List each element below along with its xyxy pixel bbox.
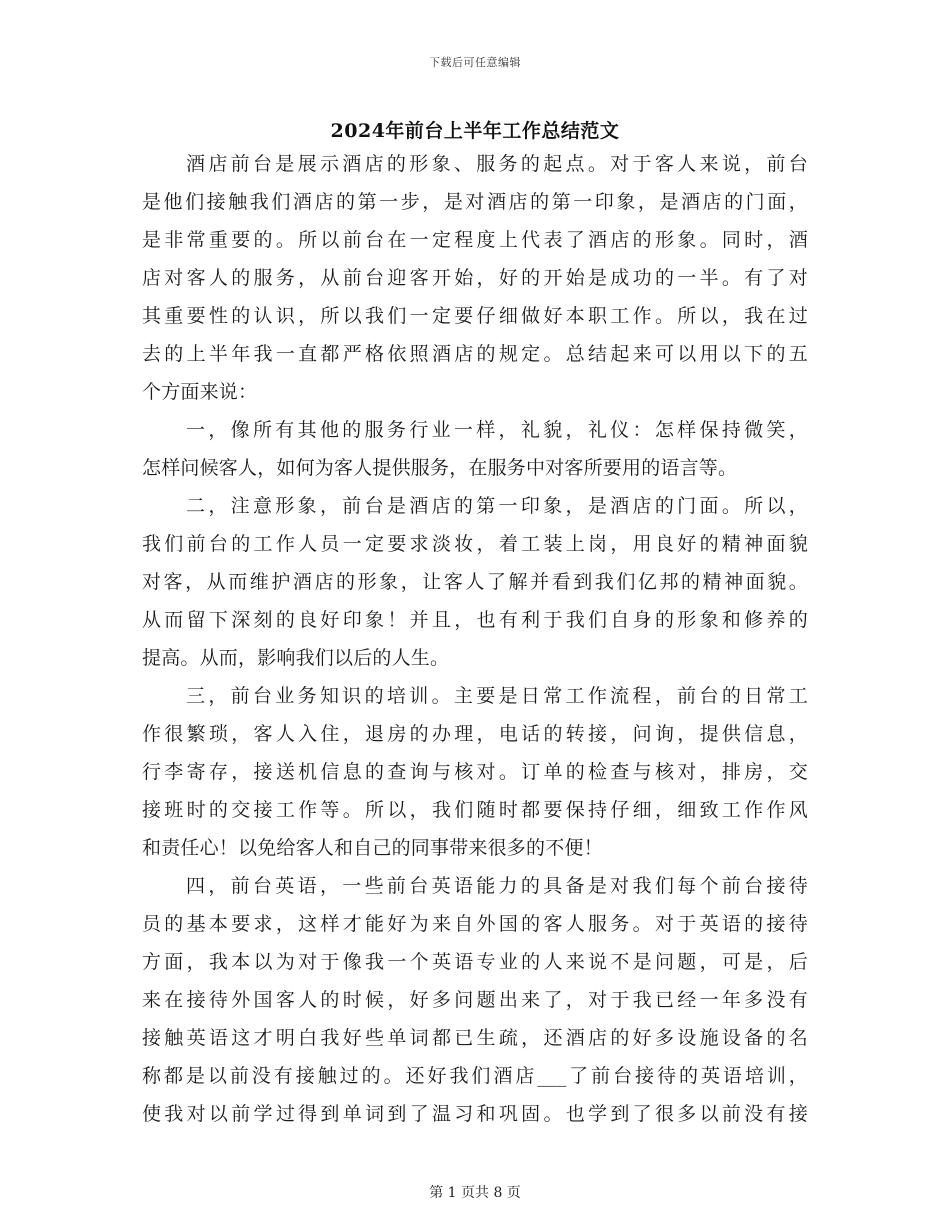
paragraph-line: 接班时的交接工作等。所以，我们随时都要保持仔细，细致工作作风 — [142, 799, 808, 821]
paragraph-line: 提高。从而，影响我们以后的人生。 — [142, 647, 450, 669]
paragraph-line: 店对客人的服务，从前台迎客开始，好的开始是成功的一半。有了对 — [142, 267, 808, 289]
paragraph-line: 酒店前台是展示酒店的形象、服务的起点。对于客人来说，前台 — [186, 153, 808, 175]
paragraph-line: 来在接待外国客人的时候，好多问题出来了，对于我已经一年多没有 — [142, 989, 808, 1011]
paragraph-line: 我们前台的工作人员一定要求淡妆，着工装上岗，用良好的精神面貌 — [142, 533, 808, 555]
paragraph-line: 和责任心！以免给客人和自己的同事带来很多的不便！ — [142, 837, 603, 859]
paragraph-line: 三，前台业务知识的培训。主要是日常工作流程，前台的日常工 — [186, 685, 808, 707]
paragraph-line: 行李寄存，接送机信息的查询与核对。订单的检查与核对，排房，交 — [142, 761, 808, 783]
paragraph-line: 个方面来说： — [142, 381, 258, 403]
paragraph-line: 对客，从而维护酒店的形象，让客人了解并看到我们亿邦的精神面貌。 — [142, 571, 808, 593]
page-footer: 第 1 页共 8 页 — [429, 1185, 521, 1201]
paragraph-line: 称都是以前没有接触过的。还好我们酒店___了前台接待的英语培训， — [142, 1065, 808, 1087]
paragraph-line: 是他们接触我们酒店的第一步，是对酒店的第一印象，是酒店的门面， — [142, 191, 808, 213]
paragraph-line: 二，注意形象，前台是酒店的第一印象，是酒店的门面。所以， — [186, 495, 808, 517]
document-body — [142, 145, 808, 1133]
paragraph-line: 作很繁琐，客人入住，退房的办理，电话的转接，问询，提供信息， — [142, 723, 808, 745]
paragraph-line: 其重要性的认识，所以我们一定要仔细做好本职工作。所以，我在过 — [142, 305, 808, 327]
paragraph-line: 方面，我本以为对于像我一个英语专业的人来说不是问题，可是，后 — [142, 951, 808, 973]
paragraph-line: 去的上半年我一直都严格依照酒店的规定。总结起来可以用以下的五 — [142, 343, 808, 365]
document-title: 2024年前台上半年工作总结范文 — [330, 120, 620, 142]
paragraph-line: 使我对以前学过得到单词到了温习和巩固。也学到了很多以前没有接 — [142, 1103, 808, 1125]
paragraph-line: 一，像所有其他的服务行业一样，礼貌，礼仪：怎样保持微笑， — [186, 419, 808, 441]
paragraph-line: 接触英语这才明白我好些单词都已生疏，还酒店的好多设施设备的名 — [142, 1027, 808, 1049]
paragraph-line: 员的基本要求，这样才能好为来自外国的客人服务。对于英语的接待 — [142, 913, 808, 935]
paragraph-line: 怎样问候客人，如何为客人提供服务，在服务中对客所要用的语言等。 — [142, 457, 738, 479]
header-note: 下载后可任意编辑 — [429, 56, 521, 69]
paragraph-line: 是非常重要的。所以前台在一定程度上代表了酒店的形象。同时，酒 — [142, 229, 808, 251]
paragraph-line: 四，前台英语，一些前台英语能力的具备是对我们每个前台接待 — [186, 875, 808, 897]
paragraph-line: 从而留下深刻的良好印象！并且，也有利于我们自身的形象和修养的 — [142, 609, 808, 631]
